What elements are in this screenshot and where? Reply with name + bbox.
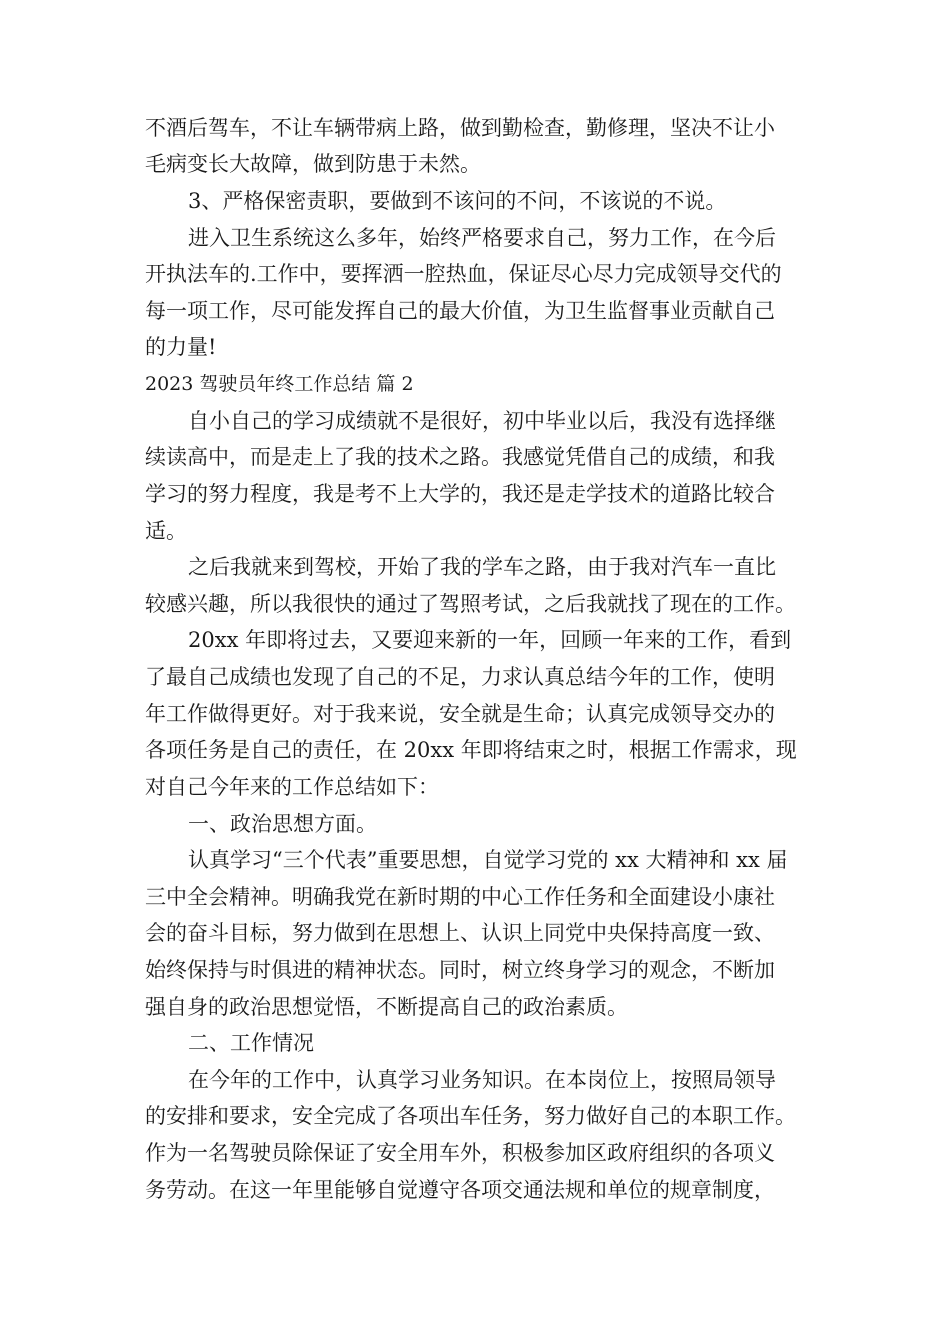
text-line: 自小自己的学习成绩就不是很好，初中毕业以后，我没有选择继 — [188, 409, 776, 433]
text-line: 进入卫生系统这么多年，始终严格要求自己，努力工作，在今后 — [188, 226, 776, 250]
text-line: 对自己今年来的工作总结如下： — [145, 775, 439, 799]
text-line: 二、工作情况 — [188, 1031, 314, 1055]
text-line: 毛病变长大故障，做到防患于未然。 — [145, 152, 481, 176]
text-line: 之后我就来到驾校，开始了我的学车之路，由于我对汽车一直比 — [188, 555, 776, 579]
text-line: 了最自己成绩也发现了自己的不足，力求认真总结今年的工作，使明 — [145, 665, 775, 689]
text-line: 的安排和要求，安全完成了各项出车任务，努力做好自己的本职工作。 — [145, 1104, 796, 1128]
text-line: 在今年的工作中，认真学习业务知识。在本岗位上，按照局领导 — [188, 1068, 776, 1092]
text-line: 认真学习“三个代表”重要思想，自觉学习党的 xx 大精神和 xx 届 — [188, 848, 788, 872]
text-line: 开执法车的.工作中，要挥洒一腔热血，保证尽心尽力完成领导交代的 — [145, 262, 782, 286]
text-line: 会的奋斗目标，努力做到在思想上、认识上同党中央保持高度一致、 — [145, 921, 775, 945]
text-line: 一、政治思想方面。 — [188, 812, 377, 836]
text-line: 始终保持与时俱进的精神状态。同时，树立终身学习的观念，不断加 — [145, 958, 775, 982]
text-line: 三中全会精神。明确我党在新时期的中心工作任务和全面建设小康社 — [145, 885, 775, 909]
text-line: 的力量! — [145, 335, 217, 359]
text-line: 强自身的政治思想觉悟，不断提高自己的政治素质。 — [145, 995, 628, 1019]
text-line: 学习的努力程度，我是考不上大学的，我还是走学技术的道路比较合 — [145, 482, 775, 506]
text-line: 3、严格保密责职，要做到不该问的不问，不该说的不说。 — [188, 189, 727, 213]
text-line: 不酒后驾车，不让车辆带病上路，做到勤检查，勤修理，坚决不让小 — [145, 116, 775, 140]
text-line: 续读高中，而是走上了我的技术之路。我感觉凭借自己的成绩，和我 — [145, 445, 775, 469]
section-heading: 2023 驾驶员年终工作总结 篇 2 — [145, 373, 414, 395]
text-line: 适。 — [145, 519, 187, 543]
text-line: 务劳动。在这一年里能够自觉遵守各项交通法规和单位的规章制度， — [145, 1178, 775, 1202]
text-line: 较感兴趣，所以我很快的通过了驾照考试，之后我就找了现在的工作。 — [145, 592, 796, 616]
text-line: 作为一名驾驶员除保证了安全用车外，积极参加区政府组织的各项义 — [145, 1141, 775, 1165]
text-line: 年工作做得更好。对于我来说，安全就是生命；认真完成领导交办的 — [145, 702, 775, 726]
text-line: 各项任务是自己的责任，在 20xx 年即将结束之时，根据工作需求，现 — [145, 738, 797, 762]
text-line: 20xx 年即将过去，又要迎来新的一年，回顾一年来的工作，看到 — [188, 628, 792, 652]
text-line: 每一项工作，尽可能发挥自己的最大价值，为卫生监督事业贡献自己 — [145, 299, 775, 323]
